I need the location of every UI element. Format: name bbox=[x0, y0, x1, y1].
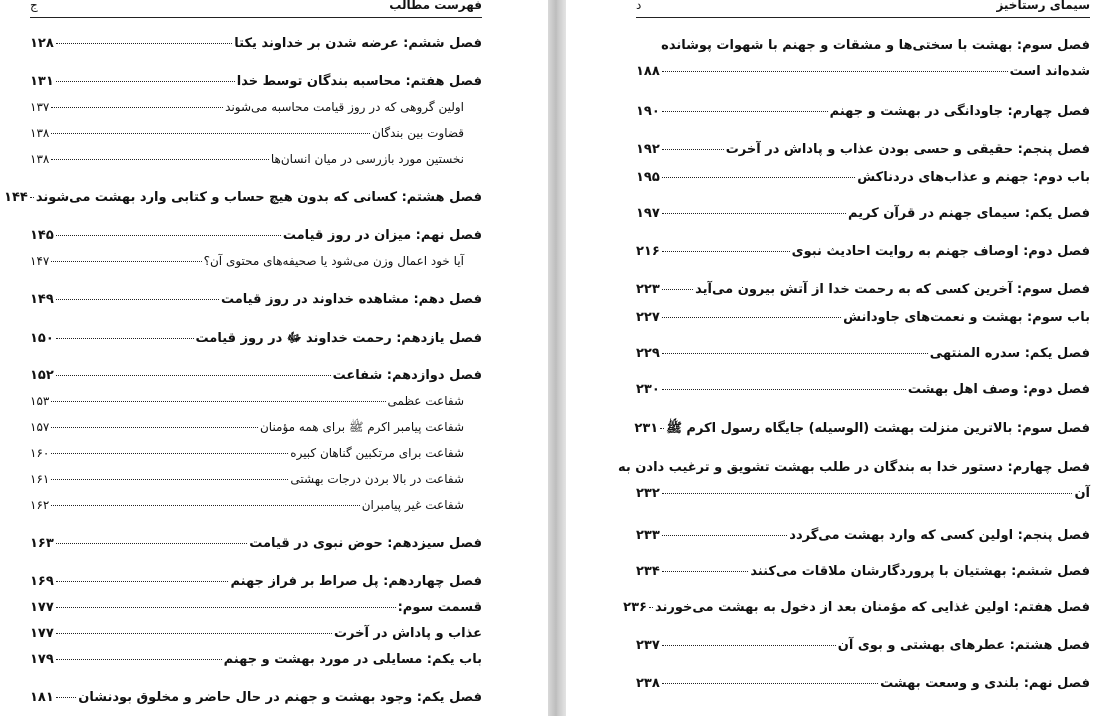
toc-subentry bbox=[30, 152, 482, 176]
toc-entry bbox=[636, 638, 1090, 662]
toc-entry-page: ۱۶۰ bbox=[30, 446, 50, 460]
leader-dots bbox=[662, 177, 855, 178]
toc-entry-page: ۲۳۱ bbox=[634, 421, 659, 436]
leader-dots bbox=[662, 111, 828, 112]
toc-entry bbox=[30, 330, 482, 354]
toc-entry-text: فصل دوم: اوصاف جهنم به روایت احادیث نبوی bbox=[791, 244, 1090, 259]
toc-entry-text: شده‌اند است bbox=[1009, 64, 1090, 79]
toc-entry-page: ۱۵۰ bbox=[30, 331, 54, 346]
toc-entry-text: فصل نهم: بلندی و وسعت بهشت bbox=[880, 676, 1090, 691]
toc-entry bbox=[636, 244, 1090, 268]
page-number: د bbox=[636, 0, 642, 12]
leader-dots bbox=[662, 493, 1073, 494]
toc-entry bbox=[30, 690, 482, 714]
leader-dots bbox=[56, 659, 222, 660]
leader-dots bbox=[662, 213, 846, 214]
toc-entry-text: شفاعت در بالا بردن درجات بهشتی bbox=[290, 472, 464, 486]
toc-entry-page: ۱۴۹ bbox=[30, 292, 54, 307]
toc-entry-text: فصل ششم: بهشتیان با پروردگارشان ملاقات می‌کنند bbox=[750, 564, 1090, 579]
toc-entry-page: ۱۶۱ bbox=[30, 472, 50, 486]
leader-dots bbox=[662, 683, 878, 684]
toc-entry bbox=[636, 104, 1090, 128]
leader-dots bbox=[56, 633, 332, 634]
toc-entry-text: باب دوم: جهنم و عذاب‌های دردناکش bbox=[857, 170, 1090, 185]
leader-dots bbox=[56, 81, 235, 82]
toc-entry bbox=[636, 310, 1090, 334]
leader-dots bbox=[56, 375, 331, 376]
toc-entry bbox=[636, 420, 1090, 444]
leader-dots bbox=[662, 317, 841, 318]
toc-entry-text: آیا خود اعمال وزن می‌شود یا صحیفه‌های محتوی آن؟ bbox=[203, 254, 464, 268]
toc-entry bbox=[636, 486, 1090, 510]
toc-entry-page: ۱۳۸ bbox=[30, 152, 50, 166]
toc-subentry bbox=[30, 446, 482, 470]
toc-entry-page: ۱۴۴ bbox=[4, 190, 28, 205]
toc-entry-text: باب یکم: مسایلی در مورد بهشت و جهنم bbox=[223, 652, 482, 667]
running-title: فهرست مطالب bbox=[389, 0, 482, 12]
toc-entry-page: ۱۹۲ bbox=[636, 142, 660, 157]
leader-dots bbox=[662, 535, 787, 536]
toc-entry-text: فصل هفتم: محاسبه بندگان توسط خدا bbox=[236, 74, 482, 89]
toc-entry-page: ۲۲۹ bbox=[636, 346, 660, 361]
toc-entry-page: ۱۸۸ bbox=[636, 64, 660, 79]
toc-entry-page: ۱۳۸ bbox=[30, 126, 50, 140]
toc-entry-text: فصل دوم: وصف اهل بهشت bbox=[907, 382, 1090, 397]
toc-entry bbox=[636, 676, 1090, 700]
leader-dots bbox=[51, 479, 288, 480]
toc-entry-page: ۲۳۸ bbox=[636, 676, 660, 691]
leader-dots bbox=[56, 338, 194, 339]
leader-dots bbox=[662, 353, 928, 354]
leader-dots bbox=[51, 159, 269, 160]
toc-entry-page: ۲۲۷ bbox=[636, 310, 660, 325]
toc-entry-page: ۲۳۰ bbox=[636, 382, 660, 397]
toc-entry-line: فصل چهارم: دستور خدا به بندگان در طلب بهشت تشویق و ترغیب دادن به bbox=[618, 460, 1090, 475]
leader-dots bbox=[662, 645, 836, 646]
toc-entry-page: ۲۲۳ bbox=[636, 282, 660, 297]
leader-dots bbox=[56, 607, 396, 608]
leader-dots bbox=[56, 235, 281, 236]
leader-dots bbox=[56, 43, 232, 44]
leader-dots bbox=[30, 197, 34, 198]
leader-dots bbox=[51, 453, 288, 454]
toc-entry bbox=[30, 600, 482, 624]
toc-list bbox=[4, 0, 482, 716]
page-number: ج bbox=[30, 0, 38, 12]
toc-entry-page: ۱۹۰ bbox=[636, 104, 660, 119]
leader-dots bbox=[51, 133, 370, 134]
toc-entry-text: آن bbox=[1074, 486, 1090, 501]
toc-entry bbox=[30, 74, 482, 98]
leader-dots bbox=[51, 107, 223, 108]
toc-entry-text: قضاوت بین بندگان bbox=[371, 126, 464, 140]
leader-dots bbox=[56, 299, 219, 300]
toc-entry-page: ۱۶۲ bbox=[30, 498, 50, 512]
toc-entry-text: فصل یکم: سیمای جهنم در قرآن کریم bbox=[848, 206, 1090, 221]
toc-entry-page: ۲۳۶ bbox=[623, 600, 647, 615]
toc-entry-text: فصل ششم: عرضه شدن بر خداوند یکتا bbox=[234, 36, 482, 51]
toc-entry bbox=[636, 170, 1090, 194]
leader-dots bbox=[662, 251, 790, 252]
toc-entry-page: ۱۹۷ bbox=[636, 206, 660, 221]
leader-dots bbox=[662, 289, 693, 290]
toc-entry-text: فصل دوازدهم: شفاعت bbox=[332, 368, 482, 383]
leader-dots bbox=[662, 149, 724, 150]
leader-dots bbox=[649, 607, 653, 608]
toc-subentry bbox=[30, 498, 482, 522]
toc-entry bbox=[623, 600, 1090, 624]
toc-subentry bbox=[30, 420, 482, 444]
toc-entry-page: ۱۷۷ bbox=[30, 626, 54, 641]
left-page bbox=[0, 0, 548, 716]
toc-entry-page: ۱۵۷ bbox=[30, 420, 50, 434]
toc-entry bbox=[636, 346, 1090, 370]
toc-entry bbox=[30, 228, 482, 252]
toc-entry-text: اولین گروهی که در روز قیامت محاسبه می‌شوند bbox=[225, 100, 464, 114]
book-gutter bbox=[548, 0, 566, 716]
toc-subentry bbox=[30, 394, 482, 418]
toc-entry-page: ۲۳۴ bbox=[636, 564, 660, 579]
toc-entry bbox=[636, 142, 1090, 166]
toc-entry-text: شفاعت عظمی bbox=[387, 394, 464, 408]
leader-dots bbox=[51, 261, 201, 262]
toc-entry-text: فصل سیزدهم: حوض نبوی در قیامت bbox=[249, 536, 482, 551]
toc-entry-text: فصل هشتم: عطرهای بهشتی و بوی آن bbox=[837, 638, 1090, 653]
toc-entry-text: شفاعت غیر پیامبران bbox=[361, 498, 464, 512]
toc-entry bbox=[30, 626, 482, 650]
toc-entry-page: ۱۶۹ bbox=[30, 574, 54, 589]
toc-entry-text: عذاب و پاداش در آخرت bbox=[333, 626, 482, 641]
toc-entry-text: فصل هفتم: اولین غذایی که مؤمنان بعد از دخول به بهشت می‌خورند bbox=[654, 600, 1090, 615]
toc-entry bbox=[30, 652, 482, 676]
toc-entry bbox=[636, 206, 1090, 230]
toc-entry-page: ۱۴۵ bbox=[30, 228, 54, 243]
leader-dots bbox=[51, 505, 359, 506]
toc-subentry bbox=[30, 254, 482, 278]
toc-subentry bbox=[30, 126, 482, 150]
leader-dots bbox=[56, 543, 247, 544]
toc-entry-text: نخستین مورد بازرسی در میان انسان‌ها bbox=[270, 152, 464, 166]
toc-entry-page: ۲۳۷ bbox=[636, 638, 660, 653]
toc-entry-text: فصل پنجم: اولین کسی که وارد بهشت می‌گردد bbox=[789, 528, 1090, 543]
right-page bbox=[566, 0, 1117, 716]
toc-entry-text: قسمت سوم: bbox=[397, 600, 482, 615]
toc-entry-page: ۱۵۲ bbox=[30, 368, 54, 383]
leader-dots bbox=[662, 389, 906, 390]
toc-subentry bbox=[30, 472, 482, 496]
toc-entry-text: فصل یکم: سدره المنتهی bbox=[929, 346, 1090, 361]
leader-dots bbox=[662, 571, 749, 572]
toc-entry-page: ۲۱۶ bbox=[636, 244, 660, 259]
toc-entry-text: فصل نهم: میزان در روز قیامت bbox=[282, 228, 482, 243]
leader-dots bbox=[56, 581, 229, 582]
toc-entry-text: فصل یازدهم: رحمت خداوند ﷻ در روز قیامت bbox=[195, 331, 482, 346]
toc-entry-page: ۱۷۷ bbox=[30, 600, 54, 615]
toc-entry bbox=[30, 292, 482, 316]
toc-entry bbox=[30, 36, 482, 60]
leader-dots bbox=[660, 428, 664, 429]
toc-entry-page: ۱۴۷ bbox=[30, 254, 50, 268]
leader-dots bbox=[51, 427, 258, 428]
toc-entry-text: فصل چهاردهم: پل صراط بر فراز جهنم bbox=[230, 574, 482, 589]
toc-entry-page: ۱۹۵ bbox=[636, 170, 660, 185]
toc-entry-page: ۲۳۳ bbox=[636, 528, 660, 543]
toc-entry-text: فصل یکم: وجود بهشت و جهنم در حال حاضر و مخلوق بودنشان bbox=[78, 690, 482, 705]
toc-entry bbox=[30, 574, 482, 598]
toc-entry bbox=[636, 64, 1090, 88]
leader-dots bbox=[662, 71, 1008, 72]
toc-entry-page: ۱۸۱ bbox=[30, 690, 54, 705]
toc-entry-page: ۱۵۳ bbox=[30, 394, 50, 408]
toc-entry-text: فصل سوم: بالاترین منزلت بهشت (الوسیله) جایگاه رسول اکرم ﷺ bbox=[666, 421, 1090, 436]
toc-entry bbox=[30, 536, 482, 560]
toc-entry-page: ۱۲۸ bbox=[30, 36, 54, 51]
toc-entry-line: فصل سوم: بهشت با سختی‌ها و مشقات و جهنم با شهوات پوشانده bbox=[661, 38, 1090, 53]
toc-entry bbox=[30, 368, 482, 392]
toc-entry-text: شفاعت برای مرتکبین گناهان کبیره bbox=[290, 446, 464, 460]
toc-entry-text: شفاعت پیامبر اکرم ﷺ برای همه مؤمنان bbox=[259, 420, 464, 434]
toc-entry-page: ۱۳۷ bbox=[30, 100, 50, 114]
toc-entry-page: ۱۳۱ bbox=[30, 74, 54, 89]
toc-entry-text: باب سوم: بهشت و نعمت‌های جاودانش bbox=[843, 310, 1090, 325]
toc-entry bbox=[636, 528, 1090, 552]
toc-entry-text: فصل سوم: آخرین کسی که به رحمت خدا از آتش بیرون می‌آید bbox=[695, 282, 1090, 297]
toc-entry bbox=[636, 564, 1090, 588]
toc-entry-text: فصل چهارم: جاودانگی در بهشت و جهنم bbox=[829, 104, 1090, 119]
toc-entry-text: فصل هشتم: کسانی که بدون هیچ حساب و کتابی وارد بهشت می‌شوند bbox=[35, 190, 482, 205]
toc-list bbox=[618, 0, 1090, 716]
toc-entry-page: ۱۷۹ bbox=[30, 652, 54, 667]
leader-dots bbox=[56, 697, 76, 698]
toc-entry-text: فصل دهم: مشاهده خداوند در روز قیامت bbox=[220, 292, 482, 307]
toc-entry-page: ۲۳۲ bbox=[636, 486, 660, 501]
toc-entry bbox=[636, 282, 1090, 306]
toc-entry-text: فصل پنجم: حقیقی و حسی بودن عذاب و پاداش در آخرت bbox=[725, 142, 1090, 157]
toc-entry-page: ۱۶۳ bbox=[30, 536, 54, 551]
leader-dots bbox=[51, 401, 385, 402]
running-title: سیمای رستاخیز bbox=[996, 0, 1090, 12]
toc-subentry bbox=[30, 100, 482, 124]
toc-entry bbox=[4, 190, 482, 214]
toc-entry bbox=[636, 382, 1090, 406]
